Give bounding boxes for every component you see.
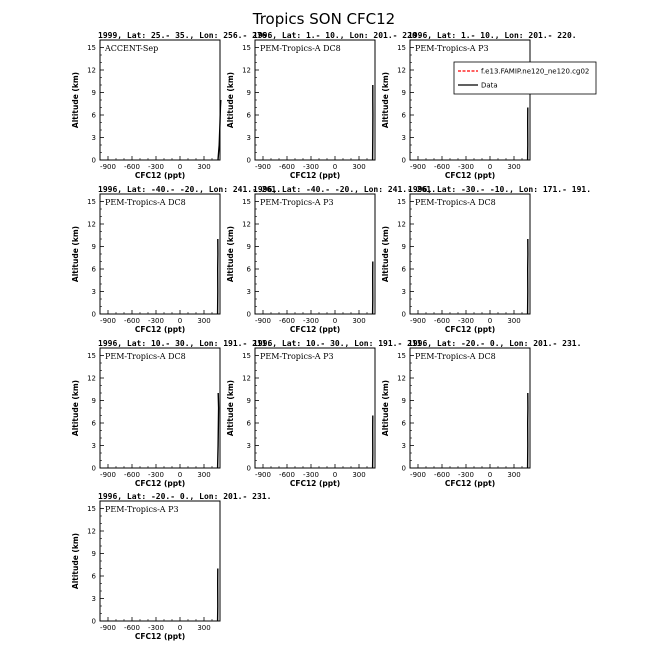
x-tick-label: 0 xyxy=(487,317,493,325)
x-tick-label: -900 xyxy=(410,317,426,325)
y-tick-label: 6 xyxy=(246,111,251,120)
panel-2 xyxy=(226,31,422,180)
y-tick-label: 0 xyxy=(91,310,96,319)
y-axis-label: Altitude (km) xyxy=(226,225,235,283)
x-tick-label: 300 xyxy=(197,624,211,632)
y-tick-label: 0 xyxy=(91,156,96,165)
plot-frame xyxy=(255,194,375,314)
panel-inset-label: PEM-Tropics-A P3 xyxy=(260,352,334,361)
y-tick-label: 15 xyxy=(242,44,251,52)
y-tick-label: 6 xyxy=(246,265,251,274)
y-tick-label: 12 xyxy=(242,374,251,383)
x-tick-label: -300 xyxy=(458,163,474,171)
y-tick-label: 9 xyxy=(246,89,251,97)
panel-inset-label: PEM-Tropics-A P3 xyxy=(260,198,334,207)
panel-inset-label: PEM-Tropics-A DC8 xyxy=(260,44,341,53)
y-tick-label: 6 xyxy=(246,419,251,428)
panel-header: 1996, Lat: -20.- 0., Lon: 201.- 231. xyxy=(408,339,582,348)
y-tick-label: 3 xyxy=(246,134,251,142)
x-tick-label: -900 xyxy=(255,317,271,325)
y-axis-label: Altitude (km) xyxy=(226,71,235,129)
x-tick-label: -300 xyxy=(458,471,474,479)
x-tick-label: 0 xyxy=(487,163,493,171)
y-tick-label: 9 xyxy=(401,243,406,251)
x-tick-label: -900 xyxy=(255,163,271,171)
x-tick-label: 0 xyxy=(177,317,183,325)
x-axis-label: CFC12 (ppt) xyxy=(289,171,341,180)
panel-inset-label: ACCENT-Sep xyxy=(105,44,159,53)
y-tick-label: 3 xyxy=(401,134,406,142)
x-tick-label: 0 xyxy=(177,163,183,171)
y-tick-label: 3 xyxy=(246,288,251,296)
x-tick-label: -900 xyxy=(410,471,426,479)
y-tick-label: 15 xyxy=(242,352,251,360)
x-tick-label: -600 xyxy=(279,317,295,325)
y-tick-label: 12 xyxy=(87,527,96,536)
x-tick-label: 300 xyxy=(507,163,521,171)
y-axis-label: Altitude (km) xyxy=(381,225,390,283)
x-tick-label: -900 xyxy=(100,163,116,171)
x-tick-label: 0 xyxy=(332,163,338,171)
y-tick-label: 0 xyxy=(91,464,96,473)
y-tick-label: 12 xyxy=(242,66,251,75)
x-tick-label: -600 xyxy=(434,471,450,479)
y-tick-label: 12 xyxy=(397,66,406,75)
x-tick-label: -600 xyxy=(124,471,140,479)
legend-entry-label: Data xyxy=(481,81,498,90)
series-line-data xyxy=(218,393,219,468)
panel-header: 1996, Lat: 10.- 30., Lon: 191.- 211. xyxy=(253,339,427,348)
y-tick-label: 15 xyxy=(87,352,96,360)
y-tick-label: 3 xyxy=(91,134,96,142)
x-tick-label: -900 xyxy=(100,317,116,325)
y-tick-label: 6 xyxy=(91,572,96,581)
x-tick-label: 300 xyxy=(352,163,366,171)
plot-frame xyxy=(100,501,220,621)
panel-8 xyxy=(226,339,426,488)
panel-inset-label: PEM-Tropics-A P3 xyxy=(415,44,489,53)
y-tick-label: 12 xyxy=(87,220,96,229)
x-tick-label: 300 xyxy=(197,317,211,325)
plot-frame xyxy=(410,40,530,160)
y-tick-label: 0 xyxy=(246,156,251,165)
y-tick-label: 6 xyxy=(91,265,96,274)
x-tick-label: -300 xyxy=(148,624,164,632)
x-tick-label: -600 xyxy=(124,317,140,325)
x-tick-label: -900 xyxy=(255,471,271,479)
y-tick-label: 3 xyxy=(401,442,406,450)
plot-frame xyxy=(255,40,375,160)
panel-inset-label: PEM-Tropics-A DC8 xyxy=(415,198,496,207)
panel-inset-label: PEM-Tropics-A P3 xyxy=(105,505,179,514)
panel-header: 1996, Lat: -40.- -20., Lon: 241.- 261. xyxy=(253,185,437,194)
x-tick-label: 0 xyxy=(332,317,338,325)
y-tick-label: 0 xyxy=(401,464,406,473)
y-axis-label: Altitude (km) xyxy=(226,379,235,437)
y-tick-label: 9 xyxy=(91,397,96,405)
x-axis-label: CFC12 (ppt) xyxy=(289,325,341,334)
panel-inset-label: PEM-Tropics-A DC8 xyxy=(105,198,186,207)
y-tick-label: 12 xyxy=(397,374,406,383)
x-tick-label: 300 xyxy=(352,317,366,325)
x-axis-label: CFC12 (ppt) xyxy=(134,632,186,641)
y-tick-label: 15 xyxy=(242,198,251,206)
panel-header: 1996, Lat: -40.- -20., Lon: 241.- 261. xyxy=(98,185,282,194)
panel-inset-label: PEM-Tropics-A DC8 xyxy=(415,352,496,361)
x-axis-label: CFC12 (ppt) xyxy=(134,325,186,334)
plot-frame xyxy=(410,194,530,314)
x-tick-label: -900 xyxy=(410,163,426,171)
x-tick-label: -300 xyxy=(148,471,164,479)
y-tick-label: 12 xyxy=(87,374,96,383)
x-tick-label: -600 xyxy=(434,163,450,171)
panel-6 xyxy=(381,185,591,334)
y-axis-label: Altitude (km) xyxy=(381,71,390,129)
y-tick-label: 0 xyxy=(246,464,251,473)
x-tick-label: 300 xyxy=(197,471,211,479)
y-tick-label: 6 xyxy=(91,111,96,120)
plot-frame xyxy=(410,348,530,468)
y-axis-label: Altitude (km) xyxy=(71,225,80,283)
y-tick-label: 3 xyxy=(246,442,251,450)
x-tick-label: -300 xyxy=(148,317,164,325)
x-axis-label: CFC12 (ppt) xyxy=(289,479,341,488)
x-axis-label: CFC12 (ppt) xyxy=(444,171,496,180)
y-tick-label: 6 xyxy=(401,265,406,274)
panel-9 xyxy=(381,339,581,488)
x-tick-label: -300 xyxy=(303,163,319,171)
x-axis-label: CFC12 (ppt) xyxy=(444,479,496,488)
y-tick-label: 9 xyxy=(401,397,406,405)
y-axis-label: Altitude (km) xyxy=(381,379,390,437)
x-axis-label: CFC12 (ppt) xyxy=(444,325,496,334)
y-tick-label: 15 xyxy=(397,44,406,52)
y-tick-label: 3 xyxy=(91,288,96,296)
y-tick-label: 12 xyxy=(87,66,96,75)
x-tick-label: 0 xyxy=(487,471,493,479)
x-tick-label: -600 xyxy=(279,471,295,479)
panel-header: 1996, Lat: 10.- 30., Lon: 191.- 211. xyxy=(98,339,272,348)
y-tick-label: 15 xyxy=(87,505,96,513)
x-tick-label: -300 xyxy=(148,163,164,171)
panel-10 xyxy=(71,492,271,641)
y-tick-label: 15 xyxy=(397,198,406,206)
y-tick-label: 6 xyxy=(91,419,96,428)
x-tick-label: 300 xyxy=(197,163,211,171)
y-tick-label: 9 xyxy=(91,243,96,251)
x-tick-label: -600 xyxy=(124,624,140,632)
y-tick-label: 9 xyxy=(246,243,251,251)
panel-3 xyxy=(381,31,577,180)
y-tick-label: 9 xyxy=(91,89,96,97)
figure-title: Tropics SON CFC12 xyxy=(252,10,396,28)
panel-grid xyxy=(71,31,591,641)
plot-frame xyxy=(100,194,220,314)
plot-frame xyxy=(100,348,220,468)
panel-inset-label: PEM-Tropics-A DC8 xyxy=(105,352,186,361)
x-tick-label: -600 xyxy=(279,163,295,171)
x-tick-label: 0 xyxy=(332,471,338,479)
x-tick-label: -300 xyxy=(303,471,319,479)
y-tick-label: 12 xyxy=(242,220,251,229)
x-tick-label: -600 xyxy=(434,317,450,325)
x-axis-label: CFC12 (ppt) xyxy=(134,479,186,488)
y-tick-label: 0 xyxy=(401,156,406,165)
y-tick-label: 0 xyxy=(246,310,251,319)
y-axis-label: Altitude (km) xyxy=(71,532,80,590)
plot-frame xyxy=(255,348,375,468)
panel-header: 1996, Lat: 1.- 10., Lon: 201.- 220. xyxy=(408,31,577,40)
y-axis-label: Altitude (km) xyxy=(71,379,80,437)
panel-header: 1996, Lat: -30.- -10., Lon: 171.- 191. xyxy=(408,185,592,194)
y-tick-label: 9 xyxy=(246,397,251,405)
y-tick-label: 3 xyxy=(401,288,406,296)
panel-header: 1996, Lat: -20.- 0., Lon: 201.- 231. xyxy=(98,492,272,501)
y-tick-label: 15 xyxy=(87,44,96,52)
panel-7 xyxy=(71,339,271,488)
y-tick-label: 15 xyxy=(87,198,96,206)
y-tick-label: 12 xyxy=(397,220,406,229)
panel-header: 1999, Lat: 25.- 35., Lon: 256.- 276. xyxy=(98,31,272,40)
plot-frame xyxy=(100,40,220,160)
x-tick-label: -300 xyxy=(458,317,474,325)
y-axis-label: Altitude (km) xyxy=(71,71,80,129)
y-tick-label: 6 xyxy=(401,419,406,428)
x-tick-label: -900 xyxy=(100,624,116,632)
x-tick-label: 300 xyxy=(507,317,521,325)
legend-entry-label: f.e13.FAMIP.ne120_ne120.cg02 xyxy=(481,67,590,76)
y-tick-label: 3 xyxy=(91,442,96,450)
legend xyxy=(454,62,596,94)
y-tick-label: 15 xyxy=(397,352,406,360)
y-tick-label: 0 xyxy=(91,617,96,626)
y-tick-label: 3 xyxy=(91,595,96,603)
y-tick-label: 0 xyxy=(401,310,406,319)
x-tick-label: 0 xyxy=(177,624,183,632)
x-tick-label: 300 xyxy=(352,471,366,479)
x-tick-label: 300 xyxy=(507,471,521,479)
y-tick-label: 9 xyxy=(401,89,406,97)
y-tick-label: 9 xyxy=(91,550,96,558)
x-tick-label: -600 xyxy=(124,163,140,171)
panel-header: 1996, Lat: 1.- 10., Lon: 201.- 220. xyxy=(253,31,422,40)
x-tick-label: 0 xyxy=(177,471,183,479)
y-tick-label: 6 xyxy=(401,111,406,120)
x-tick-label: -300 xyxy=(303,317,319,325)
panel-1 xyxy=(71,31,271,180)
x-axis-label: CFC12 (ppt) xyxy=(134,171,186,180)
x-tick-label: -900 xyxy=(100,471,116,479)
